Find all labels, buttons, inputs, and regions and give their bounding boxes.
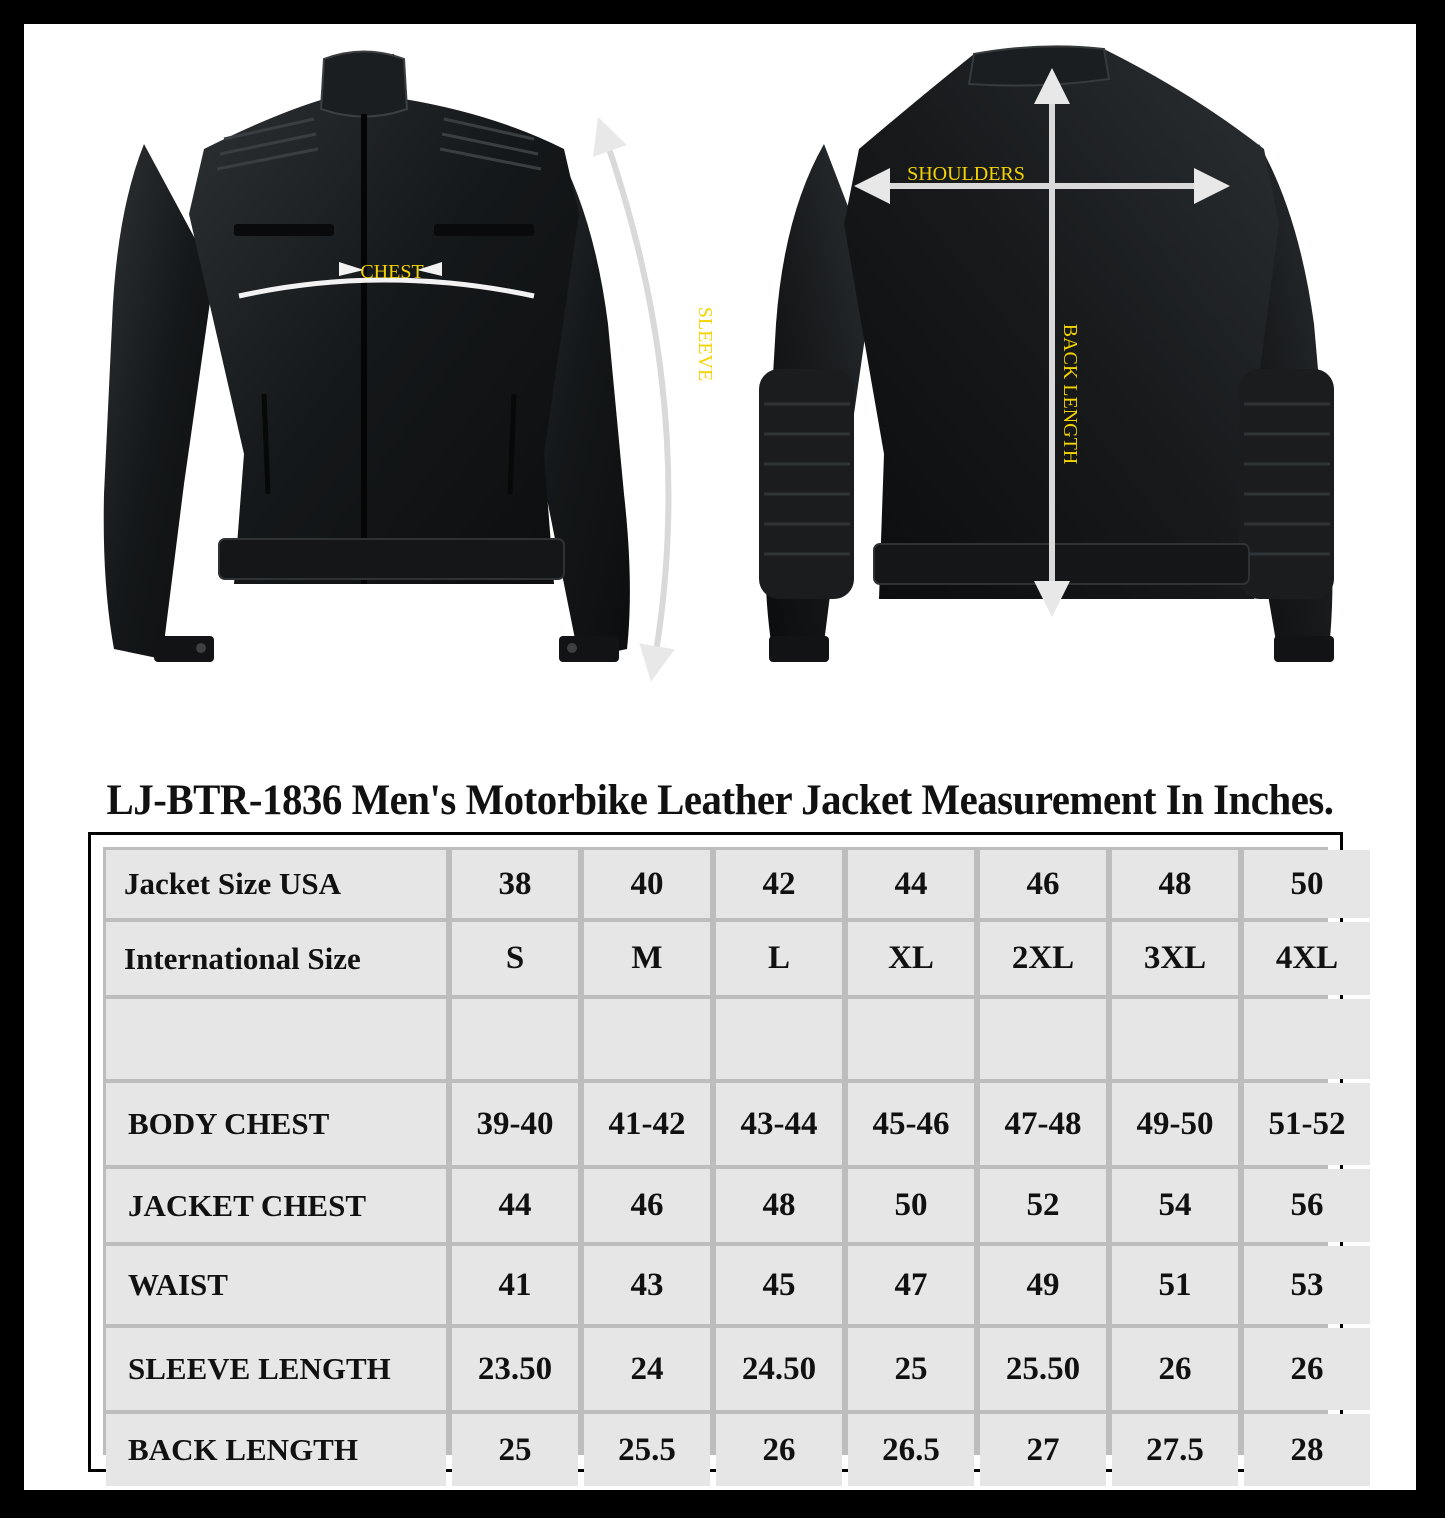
table-cell: M (584, 922, 710, 995)
table-cell: 50 (1244, 850, 1370, 918)
table-cell: 56 (1244, 1169, 1370, 1242)
table-cell: 49-50 (1112, 1083, 1238, 1165)
table-cell: S (452, 922, 578, 995)
chart-title: LJ-BTR-1836 Men's Motorbike Leather Jacket Measurement In Inches. (106, 777, 1334, 824)
row-label: WAIST (106, 1246, 446, 1324)
row-label: SLEEVE LENGTH (106, 1328, 446, 1410)
table-cell (452, 999, 578, 1079)
table-cell: 24 (584, 1328, 710, 1410)
table-cell: 46 (584, 1169, 710, 1242)
table-cell (584, 999, 710, 1079)
table-cell: 24.50 (716, 1328, 842, 1410)
table-cell: 47-48 (980, 1083, 1106, 1165)
table-cell: 39-40 (452, 1083, 578, 1165)
table-cell: 28 (1244, 1414, 1370, 1486)
row-label: International Size (106, 922, 446, 995)
table-cell: 48 (1112, 850, 1238, 918)
chest-label: CHEST (360, 261, 424, 283)
table-cell: 2XL (980, 922, 1106, 995)
table-cell: 25 (848, 1328, 974, 1410)
table-cell (980, 999, 1106, 1079)
front-jacket-image (104, 52, 716, 665)
table-cell: 23.50 (452, 1328, 578, 1410)
row-label: BACK LENGTH (106, 1414, 446, 1486)
back-length-label: BACK LENGTH (1059, 323, 1081, 465)
table-cell (848, 999, 974, 1079)
table-cell: 25 (452, 1414, 578, 1486)
table-cell: 46 (980, 850, 1106, 918)
table-cell: 27.5 (1112, 1414, 1238, 1486)
size-table-grid (103, 847, 1346, 1468)
size-chart-frame (24, 24, 1416, 1490)
table-cell: 50 (848, 1169, 974, 1242)
table-cell: 26 (1244, 1328, 1370, 1410)
table-cell (1112, 999, 1238, 1079)
table-cell: 3XL (1112, 922, 1238, 995)
table-cell: 53 (1244, 1246, 1370, 1324)
back-jacket-image (759, 46, 1334, 662)
table-cell: 45-46 (848, 1083, 974, 1165)
table-cell: 41-42 (584, 1083, 710, 1165)
table-cell: 51-52 (1244, 1083, 1370, 1165)
table-cell: XL (848, 922, 974, 995)
size-table (88, 832, 1346, 1472)
table-cell: 41 (452, 1246, 578, 1324)
table-cell: 4XL (1244, 922, 1370, 995)
table-cell: 54 (1112, 1169, 1238, 1242)
table-cell: L (716, 922, 842, 995)
row-label (106, 999, 446, 1079)
row-label: BODY CHEST (106, 1083, 446, 1165)
table-cell (716, 999, 842, 1079)
table-cell: 43 (584, 1246, 710, 1324)
table-cell: 26 (1112, 1328, 1238, 1410)
row-label: Jacket Size USA (106, 850, 446, 918)
table-cell: 49 (980, 1246, 1106, 1324)
row-label: JACKET CHEST (106, 1169, 446, 1242)
table-cell: 38 (452, 850, 578, 918)
table-cell: 52 (980, 1169, 1106, 1242)
sleeve-label: SLEEVE (694, 306, 716, 382)
table-cell: 25.50 (980, 1328, 1106, 1410)
table-cell: 51 (1112, 1246, 1238, 1324)
table-cell: 44 (452, 1169, 578, 1242)
table-cell: 26 (716, 1414, 842, 1486)
table-cell: 26.5 (848, 1414, 974, 1486)
shoulders-label: SHOULDERS (907, 163, 1025, 185)
table-cell: 42 (716, 850, 842, 918)
table-cell: 27 (980, 1414, 1106, 1486)
table-cell: 43-44 (716, 1083, 842, 1165)
table-cell: 25.5 (584, 1414, 710, 1486)
table-cell: 44 (848, 850, 974, 918)
table-cell: 47 (848, 1246, 974, 1324)
table-cell: 48 (716, 1169, 842, 1242)
jacket-photos (24, 24, 1416, 724)
table-cell (1244, 999, 1370, 1079)
table-cell: 45 (716, 1246, 842, 1324)
table-cell: 40 (584, 850, 710, 918)
